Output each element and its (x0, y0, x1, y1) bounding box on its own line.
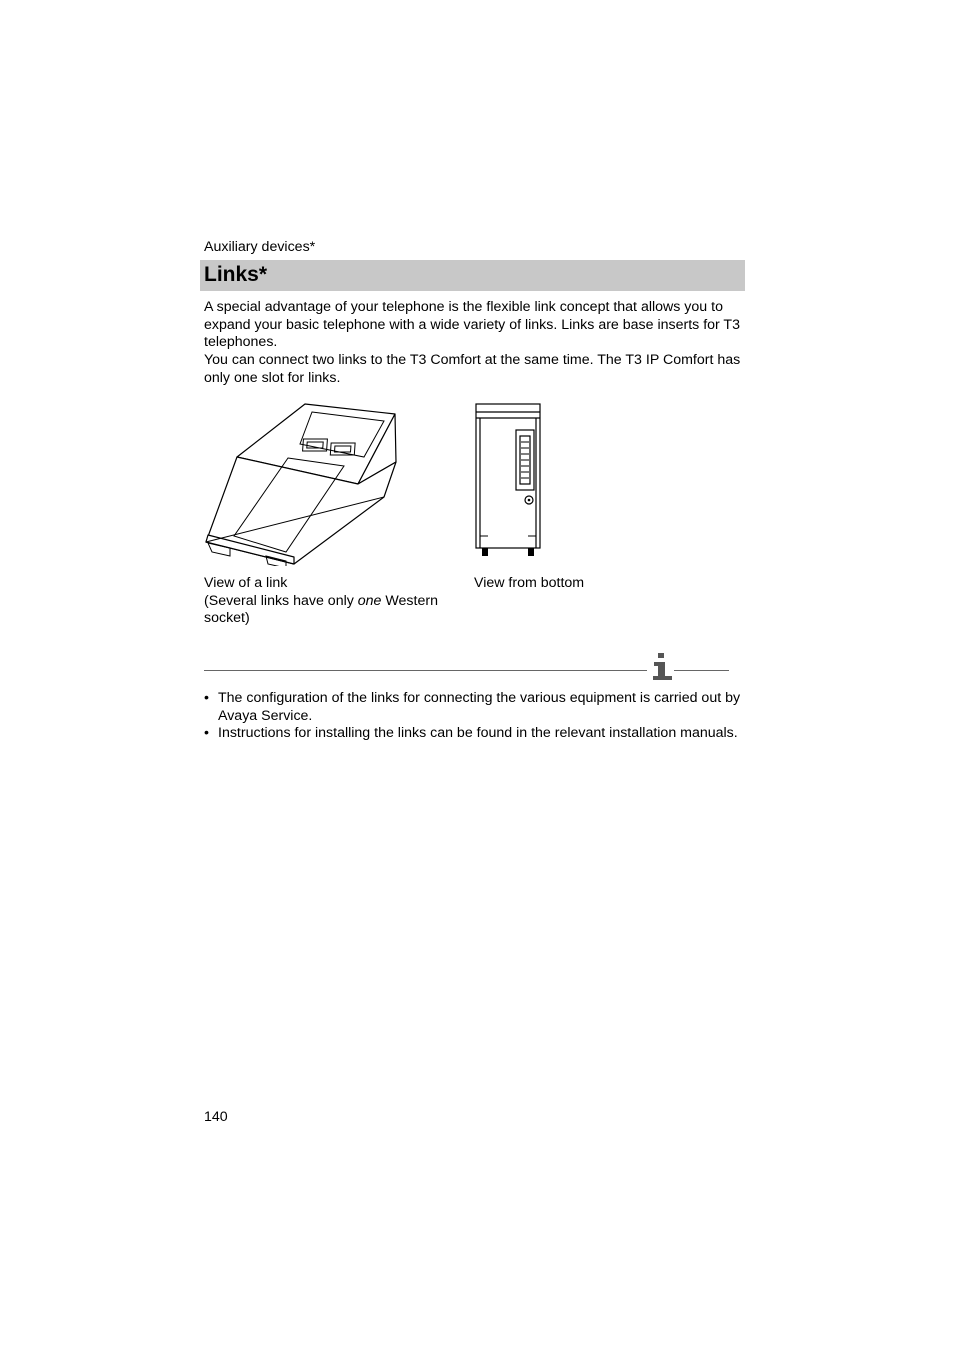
list-item (204, 690, 749, 725)
list-item-text: The configuration of the links for connecting the various equipment is carried out by Avaya Service. (218, 690, 741, 724)
caption-text: (Several links have only (204, 592, 358, 609)
bullet-icon: • (204, 690, 209, 706)
info-icon (650, 652, 674, 682)
note-bullet-list (204, 690, 749, 743)
caption-line-2 (204, 593, 454, 628)
link-perspective-illustration (204, 402, 400, 566)
caption-text: Western socket) (204, 592, 438, 626)
link-bottom-view-illustration (472, 402, 544, 556)
bullet-icon: • (204, 725, 209, 741)
list-item (204, 725, 749, 743)
caption-emphasis: one (357, 592, 382, 609)
intro-paragraph-2: You can connect two links to the T3 Comfort at the same time. The T3 IP Comfort has only one slot for links. (204, 352, 741, 386)
figure-caption-link-view (204, 575, 454, 628)
list-item-text: Instructions for installing the links can be found in the relevant installation manuals. (218, 725, 738, 741)
page-number: 140 (204, 1109, 228, 1125)
section-title-bar (200, 260, 745, 291)
figure-caption-bottom-view: View from bottom (474, 575, 585, 591)
page-title: Links* (204, 263, 268, 286)
running-header: Auxiliary devices* (204, 239, 316, 255)
intro-paragraph-1: A special advantage of your telephone is the flexible link concept that allows you to expand your basic telephone with a wide variety of links. Links are base inserts for T3 telephones. (204, 299, 740, 350)
caption-line-1: View of a link (204, 575, 288, 591)
note-divider-left (204, 670, 647, 671)
note-divider-right (674, 670, 729, 671)
